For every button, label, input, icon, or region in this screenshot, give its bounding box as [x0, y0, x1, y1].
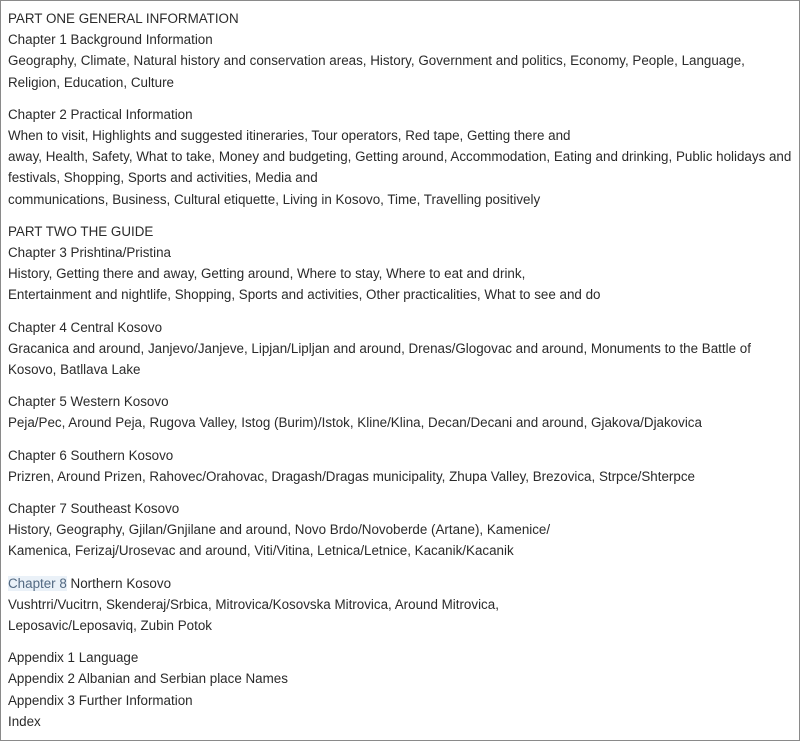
section-chapter-5	[8, 391, 793, 433]
chapter-heading-rest: Northern Kosovo	[66, 575, 172, 591]
part-heading: PART ONE GENERAL INFORMATION	[8, 11, 239, 26]
chapter-topics: History, Geography, Gjilan/Gnjilane and around, Novo Brdo/Novoberde (Artane), Kamenice/	[8, 522, 551, 538]
part-heading: PART TWO THE GUIDE	[8, 223, 154, 239]
chapter-topics: Gracanica and around, Janjevo/Janjeve, Lipjan/Lipljan and around, Drenas/Glogovac and around, Monuments to the Battle of Kosovo, Batllava Lake	[8, 340, 751, 378]
chapter-heading: Chapter 1 Background Information	[8, 32, 213, 48]
section-chapter-2	[8, 104, 793, 210]
chapter-topics: Prizren, Around Prizen, Rahovec/Orahovac, Dragash/Dragas municipality, Zhupa Valley, Brezovica, Strpce/Shterpce	[8, 468, 695, 484]
appendix-item: Appendix 2 Albanian and Serbian place Names	[8, 671, 288, 687]
section-appendices	[8, 647, 793, 732]
appendix-item: Appendix 3 Further Information	[8, 692, 193, 708]
chapter-topics: Entertainment and nightlife, Shopping, Sports and activities, Other practicalities, What to see and do	[8, 287, 601, 303]
section-part-one	[8, 8, 793, 93]
chapter-heading: Chapter 6 Southern Kosovo	[8, 447, 174, 463]
chapter-heading: Chapter 7 Southeast Kosovo	[8, 501, 180, 517]
text-selection-highlight: Chapter 8	[8, 575, 67, 591]
chapter-heading: Chapter 4 Central Kosovo	[8, 319, 163, 335]
chapter-topics: Kamenica, Ferizaj/Urosevac and around, Viti/Vitina, Letnica/Letnice, Kacanik/Kacanik	[8, 543, 514, 559]
chapter-topics: History, Getting there and away, Getting around, Where to stay, Where to eat and drink,	[8, 266, 526, 282]
chapter-heading	[8, 573, 793, 594]
chapter-heading: Chapter 3 Prishtina/Pristina	[8, 245, 171, 261]
section-chapter-7	[8, 498, 793, 562]
chapter-topics: away, Health, Safety, What to take, Money and budgeting, Getting around, Accommodation, Eating and drinking, Public holidays and festivals, Shopping, Sports and activities, Media and	[8, 149, 792, 186]
chapter-topics: Geography, Climate, Natural history and conservation areas, History, Government and politics, Economy, People, Language, Religion, Education, Culture	[8, 53, 745, 90]
chapter-topics: Leposavic/Leposaviq, Zubin Potok	[8, 618, 212, 634]
section-chapter-8	[8, 573, 793, 637]
section-chapter-4	[8, 317, 793, 381]
chapter-topics: When to visit, Highlights and suggested itineraries, Tour operators, Red tape, Getting there and	[8, 128, 571, 144]
table-of-contents	[8, 8, 793, 732]
chapter-heading: Chapter 5 Western Kosovo	[8, 394, 169, 410]
chapter-topics: Vushtrri/Vucitrn, Skenderaj/Srbica, Mitrovica/Kosovska Mitrovica, Around Mitrovica,	[8, 596, 499, 612]
section-chapter-6	[8, 445, 793, 487]
index-item: Index	[8, 713, 41, 729]
section-part-two	[8, 221, 793, 306]
chapter-heading: Chapter 2 Practical Information	[8, 106, 193, 122]
chapter-topics: Peja/Pec, Around Peja, Rugova Valley, Istog (Burim)/Istok, Kline/Klina, Decan/Decani and around, Gjakova/Djakovica	[8, 415, 702, 431]
appendix-item: Appendix 1 Language	[8, 650, 139, 666]
chapter-topics: communications, Business, Cultural etiquette, Living in Kosovo, Time, Travelling positively	[8, 191, 541, 207]
